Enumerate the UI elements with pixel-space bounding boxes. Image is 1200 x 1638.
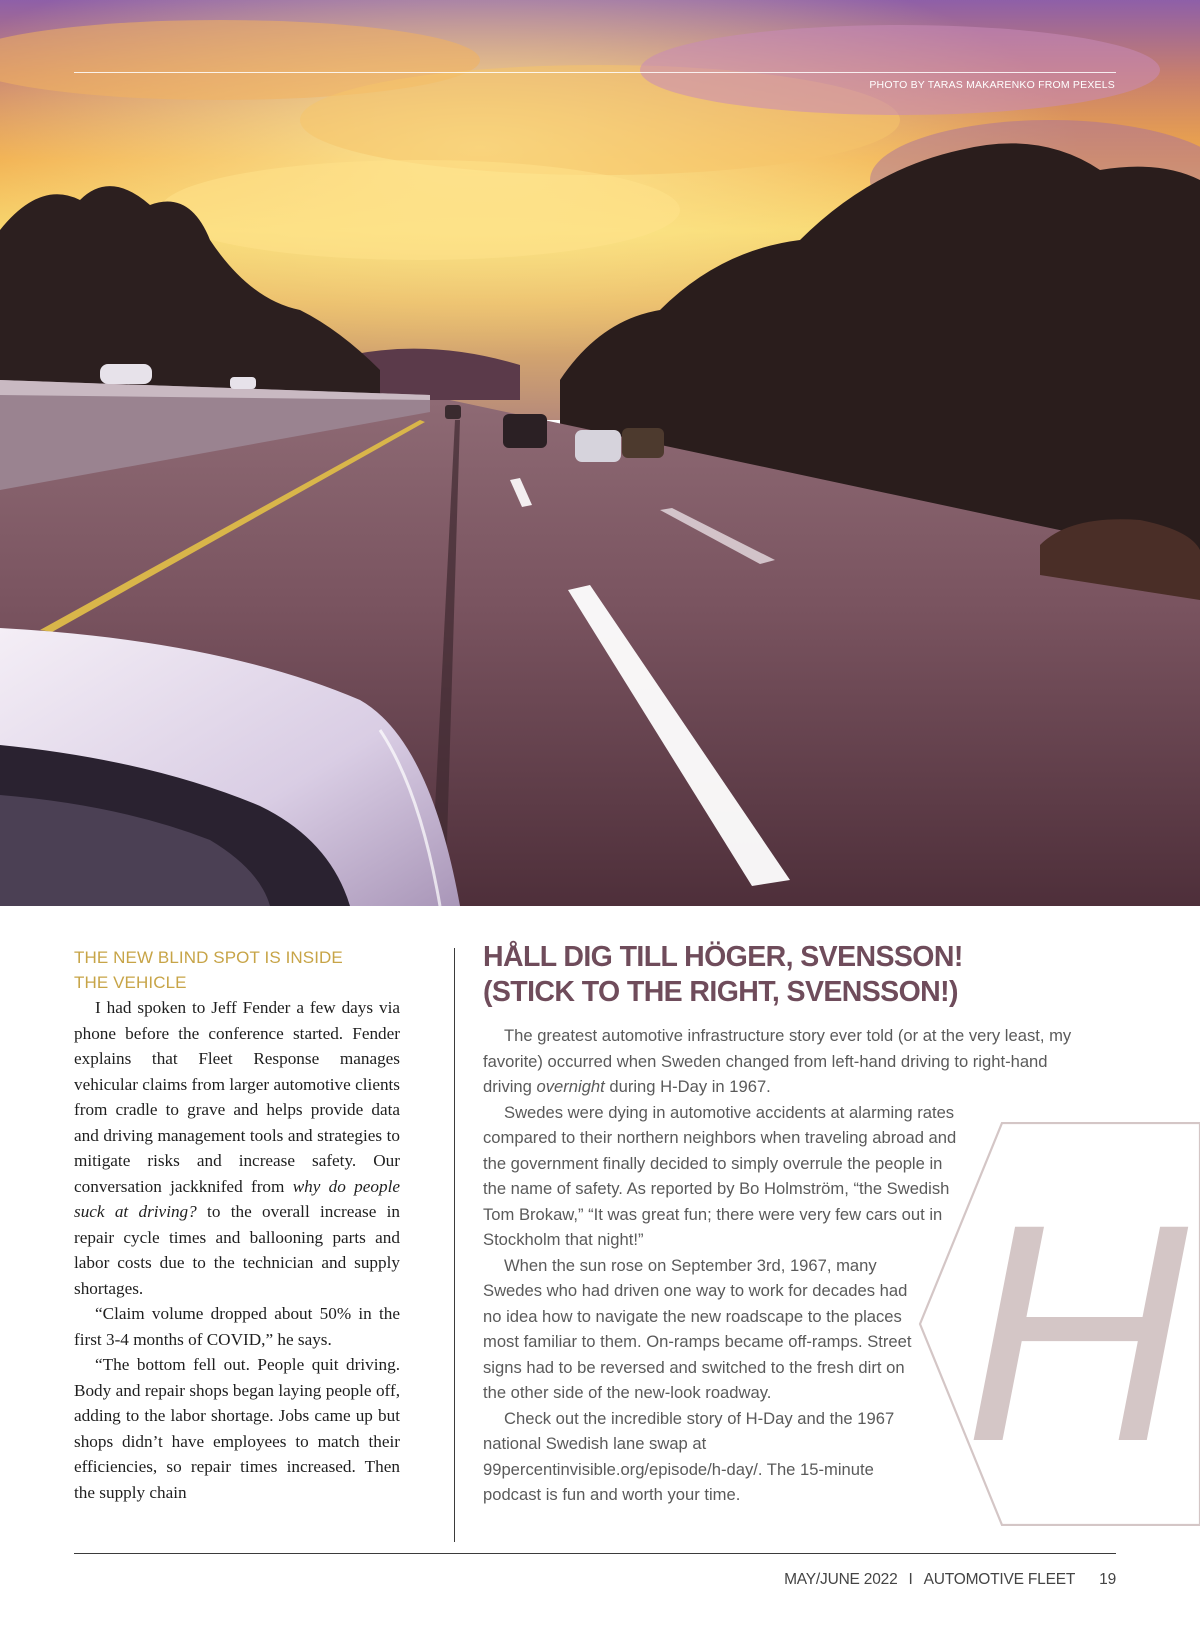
sidebar-paragraph-4: Check out the incredible story of H-Day and the 1967 national Swedish lane swap at 99percentinvisible.org/episode/h-day/. The 15-minute podcast is fun and worth your time. [483,1408,895,1504]
hexagon-letter: H [964,1159,1188,1506]
article-paragraph-3: “The bottom fell out. People quit driving. Body and repair shops began laying people off, adding to the labor shortage. Jobs came up but shops didn’t have employees to match their efficiencies, so repair times increased. Then the supply chain [74,1355,400,1502]
page-footer [784,1571,1116,1589]
article-column [74,945,400,1505]
sidebar-p1-emphasis: overnight [536,1077,605,1096]
section-heading [74,945,400,995]
sidebar-p1-text-cont: during H-Day in 1967. [604,1077,771,1096]
footer-magazine: AUTOMOTIVE FLEET [923,1571,1076,1588]
sidebar-title-line1: HÅLL DIG TILL HÖGER, SVENSSON! [483,941,963,973]
article-p1-text-cont: to the overall increase in repair cycle times and ballooning parts and labor costs due to the technician and supply shortages. [74,1202,400,1298]
column-divider [454,948,455,1542]
page-number: 19 [1099,1571,1116,1588]
section-heading-line2: THE VEHICLE [74,973,187,992]
sidebar-column [483,940,1083,1508]
footer-issue: MAY/JUNE 2022 [784,1571,898,1588]
sidebar-p1-text: The greatest automotive infrastructure story ever told (or at the very least, my favorite) occurred when Sweden changed from left-hand driving to right-hand driving [483,1026,1072,1096]
sidebar-paragraph-3: When the sun rose on September 3rd, 1967, many Swedes who had driven one way to work for decades had no idea how to navigate the new roadscape to the places most familiar to them. On-ramps became off-ramps. Street signs had to be reversed and switched to the fresh dirt on the other side of the new-look roadway. [483,1255,912,1402]
article-paragraph-2: “Claim volume dropped about 50% in the first 3-4 months of COVID,” he says. [74,1304,400,1349]
top-rule [74,72,1116,73]
sidebar-title-line2: (STICK TO THE RIGHT, SVENSSON!) [483,976,958,1008]
footer-separator: I [908,1571,913,1588]
article-p1-emphasis: why do people suck at driving? [74,1176,400,1221]
sidebar-title [483,940,1083,1010]
footer-rule [74,1553,1116,1554]
article-paragraph-1 [74,995,400,1301]
article-p1-text: I had spoken to Jeff Fender a few days via phone before the conference started. Fender explains that Fleet Response manages vehicular claims from larger automotive clients from cradle to grave and helps provide data and driving management tools and strategies to mitigate risks and increase safety. Our conversation jackknifed from [74,998,400,1196]
section-heading-line1: THE NEW BLIND SPOT IS INSIDE [74,948,343,967]
sidebar-paragraph-2: Swedes were dying in automotive accidents at alarming rates compared to their northern neighbors when traveling abroad and the government finally decided to simply overrule the people in the name of safety. As reported by Bo Holmström, “the Swedish Tom Brokaw,” “It was great fun; there were very few cars out in Stockholm that night!” [483,1102,957,1249]
sidebar-paragraph-1 [483,1023,1073,1100]
photo-credit: PHOTO BY TARAS MAKARENKO FROM PEXELS [869,79,1115,91]
